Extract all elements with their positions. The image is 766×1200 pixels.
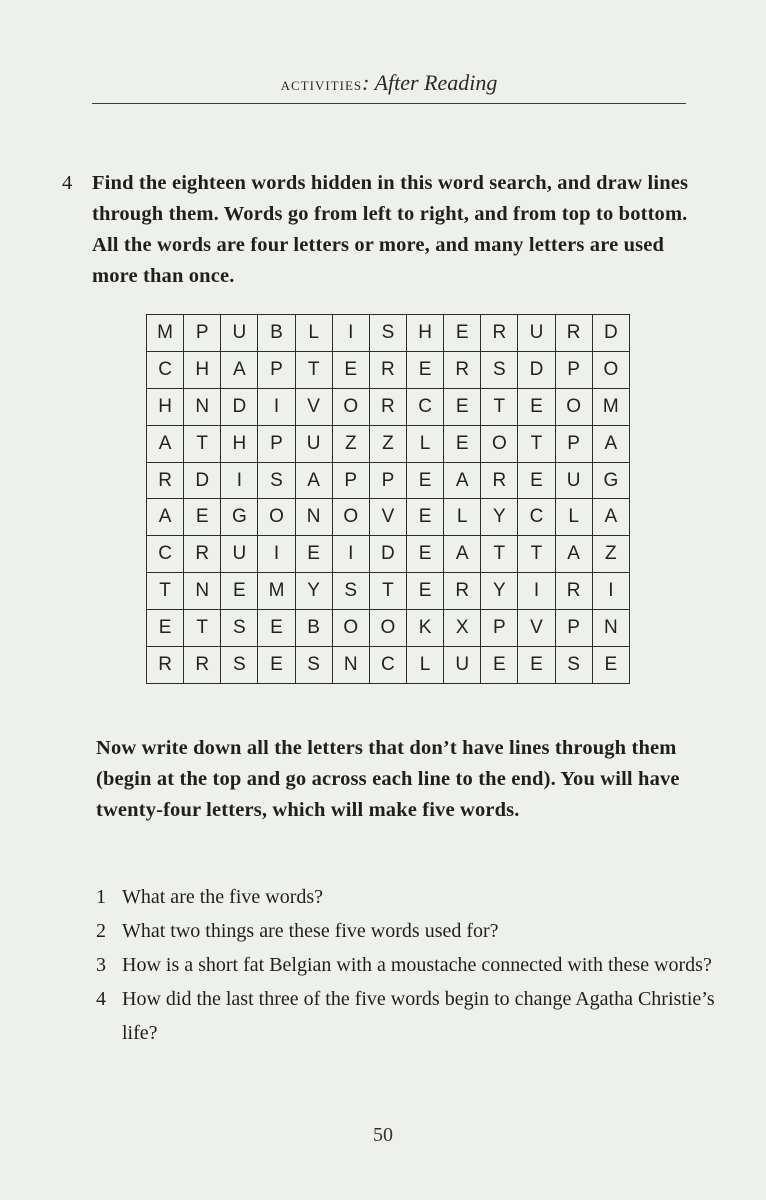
grid-cell: V: [518, 610, 555, 647]
grid-cell: E: [518, 388, 555, 425]
grid-cell: A: [555, 536, 592, 573]
grid-cell: Z: [592, 536, 629, 573]
grid-cell: S: [221, 610, 258, 647]
grid-cell: E: [518, 462, 555, 499]
grid-cell: H: [184, 351, 221, 388]
grid-cell: G: [592, 462, 629, 499]
grid-cell: I: [221, 462, 258, 499]
grid-cell: L: [444, 499, 481, 536]
grid-cell: X: [444, 610, 481, 647]
grid-cell: T: [295, 351, 332, 388]
grid-cell: T: [481, 388, 518, 425]
grid-cell: E: [406, 462, 443, 499]
grid-cell: C: [518, 499, 555, 536]
grid-cell: C: [369, 647, 406, 684]
grid-cell: P: [481, 610, 518, 647]
grid-cell: R: [184, 647, 221, 684]
grid-cell: V: [295, 388, 332, 425]
instructions-after-grid: Now write down all the letters that don’t have lines through them (begin at the top and go across each line to the end). You will have twenty-four letters, which will make five words.: [96, 737, 680, 821]
grid-cell: E: [295, 536, 332, 573]
grid-cell: Y: [481, 573, 518, 610]
grid-cell: N: [592, 610, 629, 647]
grid-cell: O: [332, 499, 369, 536]
word-search-grid: [146, 314, 630, 684]
grid-cell: L: [295, 315, 332, 352]
grid-cell: P: [555, 425, 592, 462]
grid-cell: E: [444, 425, 481, 462]
grid-cell: N: [184, 388, 221, 425]
grid-cell: E: [406, 573, 443, 610]
grid-cell: H: [221, 425, 258, 462]
grid-cell: L: [406, 647, 443, 684]
grid-cell: R: [481, 462, 518, 499]
grid-cell: R: [147, 647, 184, 684]
question-4: [62, 168, 692, 292]
grid-cell: P: [369, 462, 406, 499]
grid-cell: A: [147, 499, 184, 536]
grid-cell: I: [332, 315, 369, 352]
word-search-table: [146, 314, 630, 684]
grid-cell: E: [406, 536, 443, 573]
grid-cell: I: [258, 388, 295, 425]
grid-cell: E: [592, 647, 629, 684]
grid-row: [147, 388, 630, 425]
grid-cell: R: [555, 573, 592, 610]
grid-cell: M: [258, 573, 295, 610]
grid-cell: I: [518, 573, 555, 610]
question-text: What are the five words?: [122, 886, 324, 908]
grid-cell: L: [406, 425, 443, 462]
grid-row: [147, 536, 630, 573]
list-item: [96, 982, 716, 1050]
grid-cell: O: [592, 351, 629, 388]
grid-cell: P: [332, 462, 369, 499]
grid-cell: S: [221, 647, 258, 684]
header-section: activities: [280, 74, 363, 95]
grid-cell: S: [555, 647, 592, 684]
grid-cell: T: [147, 573, 184, 610]
grid-cell: E: [147, 610, 184, 647]
grid-cell: S: [258, 462, 295, 499]
header-rule: [92, 103, 686, 104]
grid-cell: Y: [295, 573, 332, 610]
grid-cell: O: [481, 425, 518, 462]
page-number: 50: [373, 1124, 393, 1146]
grid-cell: S: [332, 573, 369, 610]
grid-cell: B: [258, 315, 295, 352]
grid-cell: G: [221, 499, 258, 536]
grid-cell: C: [406, 388, 443, 425]
question-text: How is a short fat Belgian with a moustache connected with these words?: [122, 954, 712, 976]
grid-cell: E: [221, 573, 258, 610]
grid-cell: H: [406, 315, 443, 352]
grid-cell: I: [332, 536, 369, 573]
grid-cell: O: [332, 388, 369, 425]
grid-cell: M: [147, 315, 184, 352]
grid-cell: T: [184, 610, 221, 647]
grid-cell: R: [369, 351, 406, 388]
grid-cell: T: [481, 536, 518, 573]
grid-cell: Z: [369, 425, 406, 462]
question-text: What two things are these five words used for?: [122, 920, 499, 942]
grid-cell: E: [332, 351, 369, 388]
grid-cell: V: [369, 499, 406, 536]
grid-row: [147, 351, 630, 388]
grid-cell: O: [332, 610, 369, 647]
grid-cell: D: [221, 388, 258, 425]
grid-cell: U: [518, 315, 555, 352]
grid-row: [147, 499, 630, 536]
grid-cell: P: [555, 351, 592, 388]
grid-cell: E: [444, 315, 481, 352]
grid-cell: T: [518, 425, 555, 462]
grid-cell: A: [295, 462, 332, 499]
grid-row: [147, 462, 630, 499]
grid-cell: D: [592, 315, 629, 352]
grid-cell: Z: [332, 425, 369, 462]
grid-cell: S: [481, 351, 518, 388]
grid-cell: E: [184, 499, 221, 536]
grid-cell: U: [221, 315, 258, 352]
grid-cell: E: [406, 351, 443, 388]
grid-cell: D: [369, 536, 406, 573]
grid-cell: R: [444, 573, 481, 610]
grid-cell: K: [406, 610, 443, 647]
grid-cell: O: [555, 388, 592, 425]
grid-cell: R: [555, 315, 592, 352]
grid-cell: O: [369, 610, 406, 647]
grid-cell: M: [592, 388, 629, 425]
grid-cell: R: [444, 351, 481, 388]
grid-cell: R: [481, 315, 518, 352]
grid-cell: A: [147, 425, 184, 462]
grid-cell: E: [518, 647, 555, 684]
question-number: 2: [96, 920, 106, 942]
grid-cell: B: [295, 610, 332, 647]
grid-cell: A: [221, 351, 258, 388]
grid-cell: C: [147, 351, 184, 388]
grid-cell: E: [406, 499, 443, 536]
question-number: 1: [96, 886, 106, 908]
grid-cell: P: [184, 315, 221, 352]
grid-cell: T: [184, 425, 221, 462]
grid-cell: U: [221, 536, 258, 573]
grid-cell: I: [592, 573, 629, 610]
list-item: [96, 914, 716, 948]
grid-cell: R: [147, 462, 184, 499]
grid-cell: E: [481, 647, 518, 684]
grid-cell: A: [444, 462, 481, 499]
grid-cell: P: [258, 425, 295, 462]
question-number: 3: [96, 954, 106, 976]
question-4-number: 4: [62, 172, 73, 194]
question-list: [96, 880, 716, 1050]
question-text: How did the last three of the five words begin to change Agatha Christie’s life?: [122, 988, 715, 1044]
grid-cell: A: [444, 536, 481, 573]
grid-cell: N: [295, 499, 332, 536]
grid-row: [147, 315, 630, 352]
grid-cell: A: [592, 425, 629, 462]
question-number: 4: [96, 988, 106, 1010]
grid-cell: C: [147, 536, 184, 573]
list-item: [96, 880, 716, 914]
grid-cell: D: [184, 462, 221, 499]
grid-cell: S: [295, 647, 332, 684]
grid-cell: S: [369, 315, 406, 352]
grid-cell: Y: [481, 499, 518, 536]
grid-row: [147, 610, 630, 647]
grid-cell: T: [369, 573, 406, 610]
question-4-text: Find the eighteen words hidden in this word search, and draw lines through them. Words go from left to right, and from top to bottom. All the words are four letters or more, and many letters are used more than once.: [92, 172, 689, 287]
grid-cell: U: [555, 462, 592, 499]
grid-cell: A: [592, 499, 629, 536]
grid-row: [147, 573, 630, 610]
grid-cell: R: [369, 388, 406, 425]
list-item: [96, 948, 716, 982]
grid-cell: E: [444, 388, 481, 425]
grid-cell: N: [332, 647, 369, 684]
grid-cell: P: [555, 610, 592, 647]
grid-cell: P: [258, 351, 295, 388]
grid-cell: R: [184, 536, 221, 573]
grid-cell: U: [295, 425, 332, 462]
grid-cell: D: [518, 351, 555, 388]
grid-row: [147, 647, 630, 684]
grid-cell: T: [518, 536, 555, 573]
running-header: [92, 70, 686, 96]
grid-cell: I: [258, 536, 295, 573]
grid-cell: H: [147, 388, 184, 425]
header-separator: :: [362, 70, 375, 95]
grid-cell: E: [258, 610, 295, 647]
grid-cell: L: [555, 499, 592, 536]
header-title: After Reading: [374, 70, 498, 95]
grid-row: [147, 425, 630, 462]
grid-cell: E: [258, 647, 295, 684]
grid-cell: U: [444, 647, 481, 684]
grid-cell: N: [184, 573, 221, 610]
grid-cell: O: [258, 499, 295, 536]
